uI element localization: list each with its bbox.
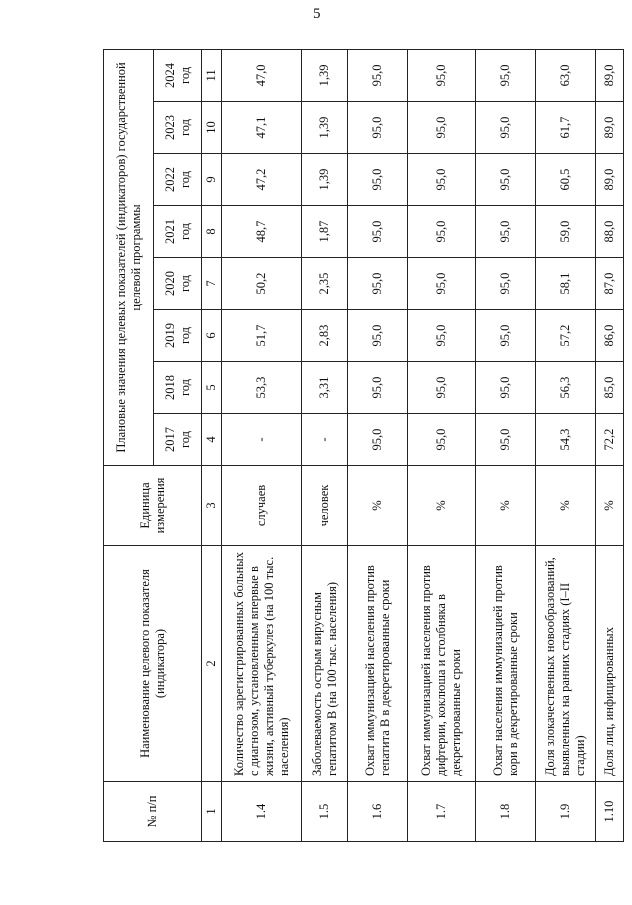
header-name: Наименование целевого показателя (индикатора) <box>104 546 202 782</box>
value-2023: 61,7 <box>536 102 596 154</box>
value-2017: - <box>222 414 302 466</box>
value-2017: 72,2 <box>596 414 624 466</box>
value-2024: 95,0 <box>348 49 408 101</box>
value-2022: 95,0 <box>348 154 408 206</box>
indicator-unit: человек <box>302 466 348 546</box>
value-2024: 89,0 <box>596 49 624 101</box>
column-index: 1 <box>202 782 222 842</box>
header-year-2017: 2017 год <box>154 414 202 466</box>
value-2019: 95,0 <box>348 310 408 362</box>
indicator-unit: % <box>348 466 408 546</box>
value-2018: 95,0 <box>476 362 536 414</box>
column-index-row <box>202 49 222 841</box>
value-2023: 47,1 <box>222 102 302 154</box>
column-index: 2 <box>202 546 222 782</box>
table-row <box>302 49 348 841</box>
table-row <box>476 49 536 841</box>
header-unit: Единица измерения <box>104 466 202 546</box>
indicator-name: Охват иммунизацией населения против гепатита В в декретированные сроки <box>348 546 408 782</box>
value-2020: 58,1 <box>536 258 596 310</box>
rotated-table-container <box>103 50 623 842</box>
column-index: 9 <box>202 154 222 206</box>
header-num: № п/п <box>104 782 202 842</box>
value-2019: 57,2 <box>536 310 596 362</box>
indicators-table <box>103 49 624 842</box>
row-number: 1.7 <box>408 782 476 842</box>
value-2020: 95,0 <box>476 258 536 310</box>
value-2024: 95,0 <box>476 49 536 101</box>
column-index: 3 <box>202 466 222 546</box>
value-2024: 1,39 <box>302 49 348 101</box>
value-2018: 85,0 <box>596 362 624 414</box>
indicator-unit: % <box>408 466 476 546</box>
table-row <box>536 49 596 841</box>
row-number: 1.4 <box>222 782 302 842</box>
value-2021: 95,0 <box>408 206 476 258</box>
column-index: 8 <box>202 206 222 258</box>
value-2023: 89,0 <box>596 102 624 154</box>
value-2022: 47,2 <box>222 154 302 206</box>
value-2022: 89,0 <box>596 154 624 206</box>
value-2019: 86,0 <box>596 310 624 362</box>
value-2017: 54,3 <box>536 414 596 466</box>
value-2017: 95,0 <box>348 414 408 466</box>
header-year-2018: 2018 год <box>154 362 202 414</box>
row-number: 1.9 <box>536 782 596 842</box>
indicator-unit: случаев <box>222 466 302 546</box>
indicator-name: Доля лиц, инфицированных <box>596 546 624 782</box>
value-2019: 51,7 <box>222 310 302 362</box>
row-number: 1.10 <box>596 782 624 842</box>
column-index: 6 <box>202 310 222 362</box>
indicator-name: Количество зарегистрированных больных с диагнозом, установленным впервые в жизни, активный туберкулез (на 100 тыс. населения) <box>222 546 302 782</box>
value-2021: 95,0 <box>348 206 408 258</box>
indicator-name: Охват населения иммунизацией против кори в декретированные сроки <box>476 546 536 782</box>
indicator-name: Охват иммунизацией населения против дифтерии, коклюша и столбняка в декретированные сроки <box>408 546 476 782</box>
value-2017: 95,0 <box>476 414 536 466</box>
value-2022: 60,5 <box>536 154 596 206</box>
table-row <box>222 49 302 841</box>
indicator-unit: % <box>476 466 536 546</box>
value-2018: 95,0 <box>408 362 476 414</box>
value-2022: 1,39 <box>302 154 348 206</box>
header-year-2024: 2024 год <box>154 49 202 101</box>
indicator-name: Заболеваемость острым вирусным гепатитом В (на 100 тыс. населения) <box>302 546 348 782</box>
table-row <box>408 49 476 841</box>
value-2023: 1,39 <box>302 102 348 154</box>
value-2020: 2,35 <box>302 258 348 310</box>
value-2019: 95,0 <box>476 310 536 362</box>
column-index: 4 <box>202 414 222 466</box>
value-2021: 1,87 <box>302 206 348 258</box>
value-2018: 53,3 <box>222 362 302 414</box>
value-2024: 63,0 <box>536 49 596 101</box>
value-2024: 47,0 <box>222 49 302 101</box>
header-year-2021: 2021 год <box>154 206 202 258</box>
value-2019: 95,0 <box>408 310 476 362</box>
value-2022: 95,0 <box>408 154 476 206</box>
value-2022: 95,0 <box>476 154 536 206</box>
header-year-2020: 2020 год <box>154 258 202 310</box>
value-2021: 88,0 <box>596 206 624 258</box>
value-2018: 56,3 <box>536 362 596 414</box>
value-2020: 87,0 <box>596 258 624 310</box>
value-2021: 48,7 <box>222 206 302 258</box>
column-index: 10 <box>202 102 222 154</box>
header-planned-values: Плановые значения целевых показателей (индикаторов) государственной целевой программы <box>104 49 154 465</box>
page-number: 5 <box>313 6 321 22</box>
row-number: 1.6 <box>348 782 408 842</box>
header-year-2023: 2023 год <box>154 102 202 154</box>
indicator-unit: % <box>596 466 624 546</box>
table-row <box>348 49 408 841</box>
value-2018: 95,0 <box>348 362 408 414</box>
column-index: 11 <box>202 49 222 101</box>
indicator-name: Доля злокачественных новообразований, выявленных на ранних стадиях (I–II стадии) <box>536 546 596 782</box>
value-2024: 95,0 <box>408 49 476 101</box>
value-2023: 95,0 <box>476 102 536 154</box>
value-2021: 95,0 <box>476 206 536 258</box>
value-2021: 59,0 <box>536 206 596 258</box>
row-number: 1.5 <box>302 782 348 842</box>
value-2018: 3,31 <box>302 362 348 414</box>
value-2017: - <box>302 414 348 466</box>
value-2020: 95,0 <box>408 258 476 310</box>
table-row <box>596 49 624 841</box>
header-year-2019: 2019 год <box>154 310 202 362</box>
value-2020: 50,2 <box>222 258 302 310</box>
value-2019: 2,83 <box>302 310 348 362</box>
value-2023: 95,0 <box>348 102 408 154</box>
indicator-unit: % <box>536 466 596 546</box>
value-2023: 95,0 <box>408 102 476 154</box>
column-index: 7 <box>202 258 222 310</box>
value-2017: 95,0 <box>408 414 476 466</box>
header-year-2022: 2022 год <box>154 154 202 206</box>
row-number: 1.8 <box>476 782 536 842</box>
value-2020: 95,0 <box>348 258 408 310</box>
column-index: 5 <box>202 362 222 414</box>
